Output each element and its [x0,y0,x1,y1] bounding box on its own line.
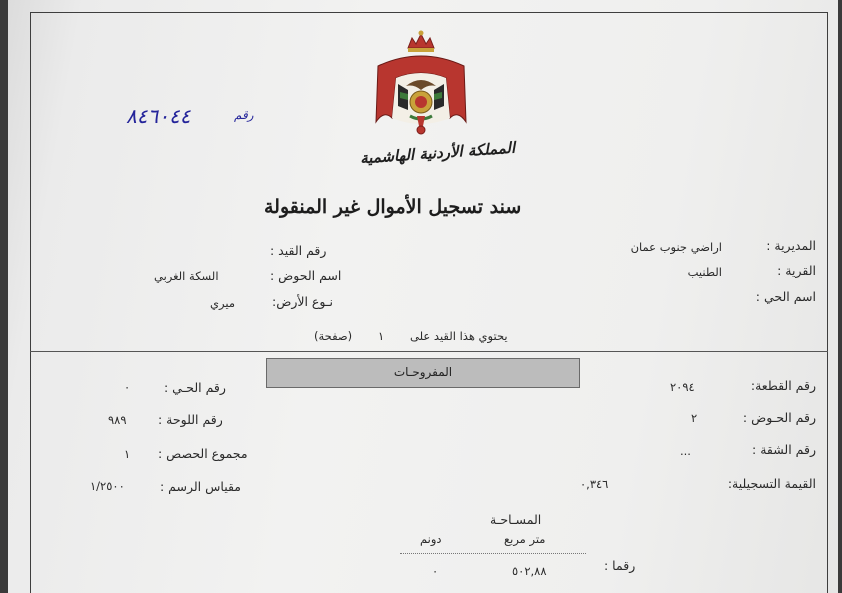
emblem-caption: المملكة الأردنية الهاشمية [359,138,516,168]
basin-name-label: اسم الحوض : [270,268,342,283]
shares-total-label: مجموع الحصص : [158,446,248,461]
registered-value-value: ٠,٣٤٦ [580,477,609,491]
plot-no-label: رقم القطعة: [750,378,816,393]
area-heading: المسـاحـة [490,512,542,527]
document-page [8,0,838,593]
serial-label: رقم [234,108,254,122]
neighborhood-no-value: ٠ [124,380,131,394]
entry-no-label: رقم القيد : [270,243,327,258]
serial-number: ٨٤٦٠٤٤ [126,104,191,128]
section-divider [30,351,828,352]
directorate-label: المديرية : [766,238,816,253]
coat-of-arms-emblem [366,26,476,146]
village-label: القرية : [777,263,816,278]
basin-no-label: رقم الحـوض : [742,410,816,425]
land-type-value: ميري [210,296,235,310]
area-sqm-label: متر مربع [504,532,546,546]
village-value: الطنيب [687,265,722,279]
numeric-label: رقما : [604,558,636,573]
contains-unit: (صفحة) [314,329,353,343]
section-heading: المفروحـات [393,365,453,379]
panel-no-label: رقم اللوحة : [158,412,223,427]
basin-no-value: ٢ [691,411,698,425]
basin-name-value: السكة الغربي [154,269,219,283]
area-sqm-value: ٥٠٢,٨٨ [512,564,547,578]
registered-value-label: القيمة التسجيلية: [727,476,816,491]
area-dotted-line [400,553,586,554]
shares-total-value: ١ [124,447,131,461]
plot-no-value: ٢٠٩٤ [670,380,695,394]
section-heading-box [266,358,580,388]
contains-count: ١ [378,329,385,343]
apartment-no-value: ... [680,444,691,458]
panel-no-value: ٩٨٩ [108,413,127,427]
scale-label: مقياس الرسم : [160,479,241,494]
land-type-label: نـوع الأرض: [272,294,333,309]
neighborhood-no-label: رقم الحـي : [164,380,226,395]
directorate-value: اراضي جنوب عمان [630,240,722,254]
scale-value: ١/٢٥٠٠ [90,479,125,493]
area-dunum-label: دونم [420,532,442,546]
apartment-no-label: رقم الشقة : [752,442,816,457]
contains-label: يحتوي هذا القيد على [410,329,508,343]
area-dunum-value: ٠ [432,564,439,578]
page-title: سند تسجيل الأموال غير المنقولة [264,196,522,218]
neighborhood-label: اسم الحي : [755,289,816,304]
